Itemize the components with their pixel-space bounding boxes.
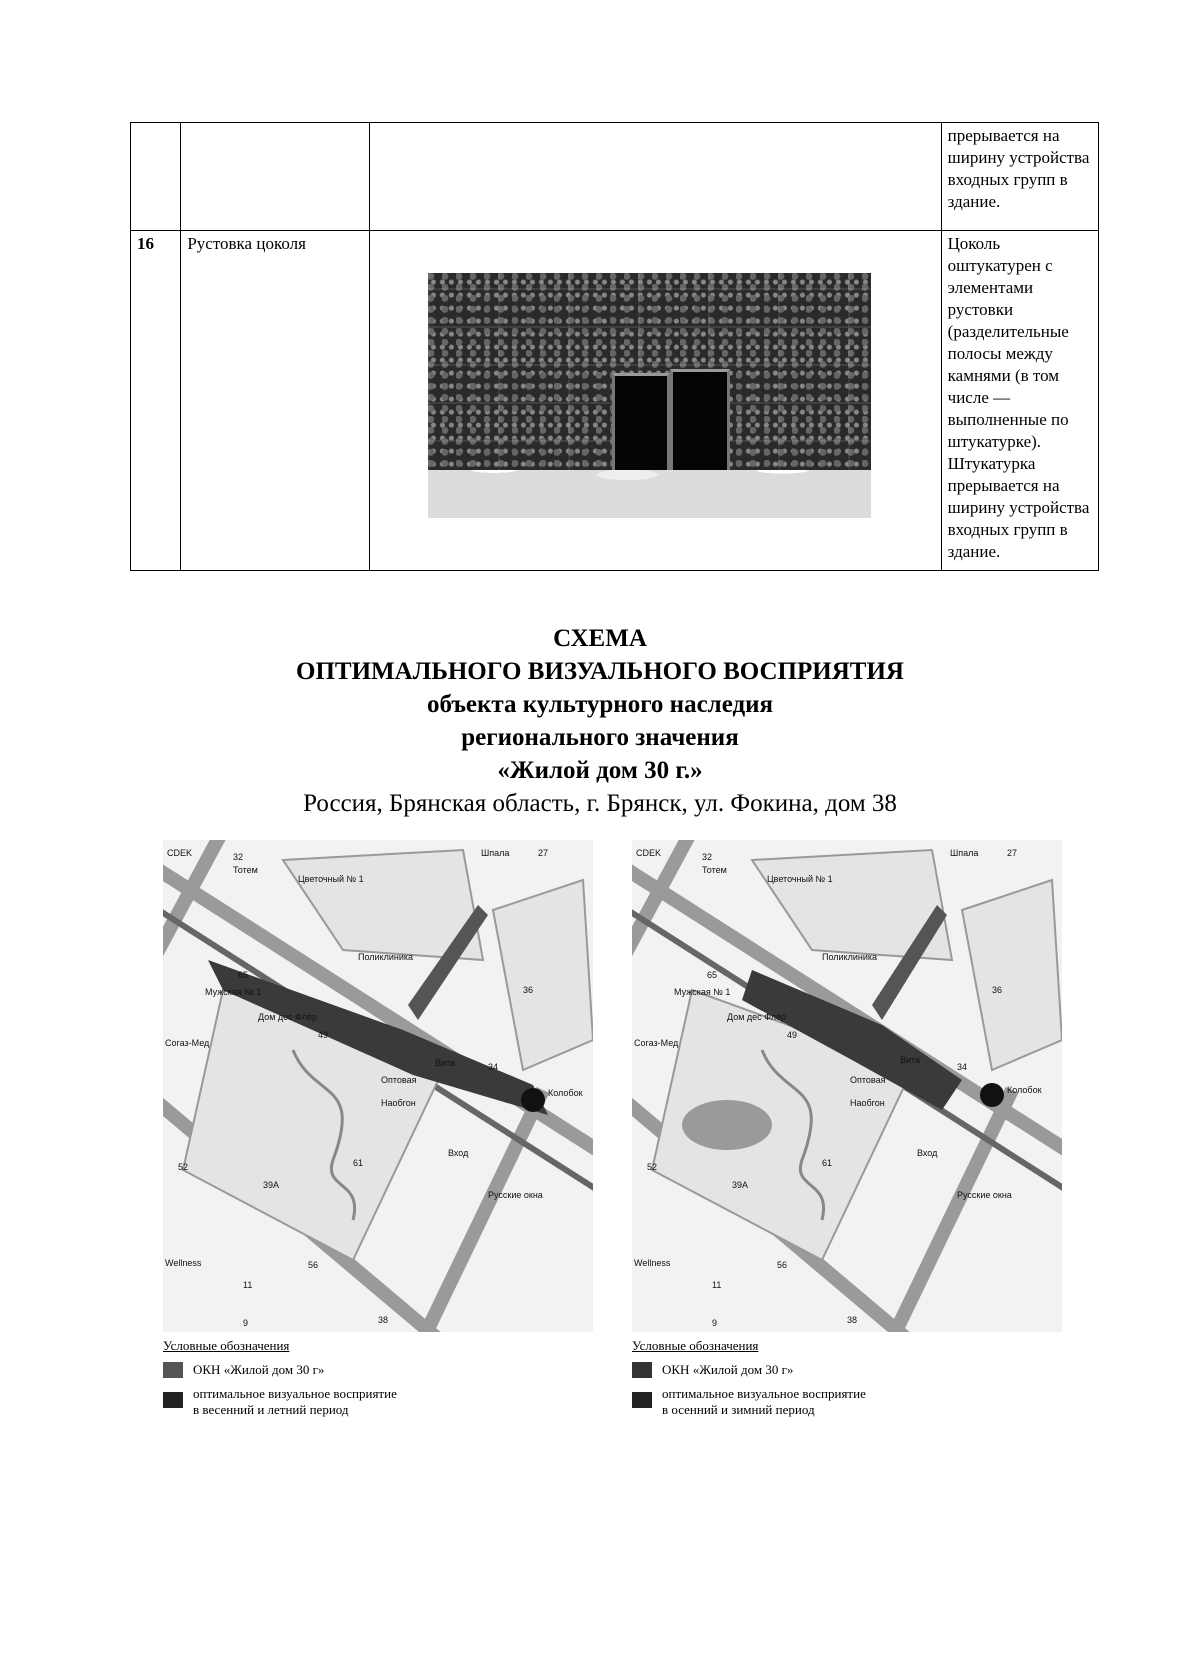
map-label: Wellness xyxy=(165,1258,202,1268)
okn-swatch xyxy=(163,1362,183,1378)
scheme-significance: регионального значения xyxy=(461,724,739,751)
legend-item-zone xyxy=(632,1386,1062,1418)
zone-swatch xyxy=(163,1392,183,1408)
row-number: 16 xyxy=(131,231,181,571)
map-label: 32 xyxy=(233,852,244,862)
map-label: 9 xyxy=(712,1318,718,1328)
map-label: 27 xyxy=(1007,848,1018,858)
legend-label-line1: оптимальное визуальное восприятие xyxy=(662,1386,866,1401)
scheme-object-type: объекта культурного наследия xyxy=(426,691,774,718)
map-label: 38 xyxy=(847,1315,858,1325)
map-label: Наобгон xyxy=(381,1098,416,1108)
row-name xyxy=(181,123,370,231)
map-label: 32 xyxy=(702,852,713,862)
legend-item-okn xyxy=(632,1362,1062,1378)
row-name: Рустовка цоколя xyxy=(181,231,370,571)
map-label: Тотем xyxy=(233,865,258,875)
map-graphic xyxy=(163,840,593,1332)
map-label: 11 xyxy=(712,1280,722,1290)
map-label: CDEK xyxy=(636,848,662,858)
map-label: 39А xyxy=(263,1180,280,1190)
row-number xyxy=(131,123,181,231)
scheme-object-name: «Жилой дом 30 г.» xyxy=(497,757,703,784)
map-label: Согаз-Мед xyxy=(165,1038,210,1048)
row-image-cell xyxy=(370,123,942,231)
map-label: Мужская № 1 xyxy=(205,987,262,997)
map-label: 34 xyxy=(957,1062,968,1072)
map-label: Русские окна xyxy=(957,1190,1012,1200)
map-label: Вита xyxy=(900,1055,921,1065)
legend-label xyxy=(662,1386,866,1418)
table-row xyxy=(131,123,1099,231)
map-label: 65 xyxy=(707,970,718,980)
legend-label-line2: в весенний и летний период xyxy=(193,1402,349,1417)
map-label: Дом дес Флёр xyxy=(727,1012,786,1022)
legend-label-line1: оптимальное визуальное восприятие xyxy=(193,1386,397,1401)
map-label: 65 xyxy=(238,970,249,980)
plinth-rustication-photo xyxy=(428,273,871,518)
map-label: 36 xyxy=(523,985,534,995)
map-autumn-winter xyxy=(632,840,1062,1332)
map-label: Поликлиника xyxy=(358,952,414,962)
map-label: Оптовая xyxy=(381,1075,417,1085)
legend-label: ОКН «Жилой дом 30 г» xyxy=(662,1362,794,1377)
row-image-cell xyxy=(370,231,942,571)
map-label: Цветочный № 1 xyxy=(298,874,364,884)
legend-item-zone xyxy=(163,1386,593,1418)
map-label: Колобок xyxy=(548,1088,583,1098)
map-label: Цветочный № 1 xyxy=(767,874,833,884)
map-label: 52 xyxy=(647,1162,658,1172)
object-address: Россия, Брянская область, г. Брянск, ул. Фокина, дом 38 xyxy=(303,790,897,817)
map-label: 52 xyxy=(178,1162,189,1172)
map-legend xyxy=(163,1338,593,1426)
map-label: Шпала xyxy=(950,848,979,858)
map-legend xyxy=(632,1338,1062,1426)
map-label: Шпала xyxy=(481,848,510,858)
map-label: 61 xyxy=(822,1158,833,1168)
map-label: 49 xyxy=(787,1030,798,1040)
map-label: Вход xyxy=(917,1148,938,1158)
zone-swatch xyxy=(632,1392,652,1408)
legend-label xyxy=(193,1386,397,1418)
map-label: CDEK xyxy=(167,848,193,858)
scheme-subtitle: ОПТИМАЛЬНОГО ВИЗУАЛЬНОГО ВОСПРИЯТИЯ xyxy=(296,658,904,685)
map-spring-summer xyxy=(163,840,593,1332)
map-label: Дом дес Флёр xyxy=(258,1012,317,1022)
map-label: Оптовая xyxy=(850,1075,886,1085)
map-label: 56 xyxy=(308,1260,319,1270)
map-label: 27 xyxy=(538,848,549,858)
table-row xyxy=(131,231,1099,571)
map-label: Мужская № 1 xyxy=(674,987,731,997)
map-label: 61 xyxy=(353,1158,364,1168)
elements-table xyxy=(130,122,1099,571)
map-label: 36 xyxy=(992,985,1003,995)
legend-title: Условные обозначения xyxy=(163,1338,290,1353)
map-label: 56 xyxy=(777,1260,788,1270)
scheme-title: СХЕМА xyxy=(553,625,647,652)
map-label: 39А xyxy=(732,1180,749,1190)
map-label: Wellness xyxy=(634,1258,671,1268)
map-label: 49 xyxy=(318,1030,329,1040)
legend-label-line2: в осенний и зимний период xyxy=(662,1402,815,1417)
legend-item-okn xyxy=(163,1362,593,1378)
map-graphic xyxy=(632,840,1062,1332)
map-label: Согаз-Мед xyxy=(634,1038,679,1048)
legend-title: Условные обозначения xyxy=(632,1338,759,1353)
map-label: Тотем xyxy=(702,865,727,875)
map-label: Русские окна xyxy=(488,1190,543,1200)
legend-label: ОКН «Жилой дом 30 г» xyxy=(193,1362,325,1377)
map-label: Наобгон xyxy=(850,1098,885,1108)
map-label: 11 xyxy=(243,1280,253,1290)
map-label: Колобок xyxy=(1007,1085,1042,1095)
okn-swatch xyxy=(632,1362,652,1378)
map-label: Вход xyxy=(448,1148,469,1158)
map-label: 38 xyxy=(378,1315,389,1325)
map-label: 34 xyxy=(488,1062,499,1072)
map-label: Вита xyxy=(435,1058,456,1068)
row-description: прерывается на ширину устройства входных групп в здание. xyxy=(941,123,1098,231)
row-description: Цоколь оштукатурен с элементами рустовки (разделительные полосы между камнями (в том числе — выполненные по штукатурке). Штукатурка прерывается на ширину устройства входных групп в здание. xyxy=(941,231,1098,571)
map-label: 9 xyxy=(243,1318,249,1328)
map-label: Поликлиника xyxy=(822,952,878,962)
